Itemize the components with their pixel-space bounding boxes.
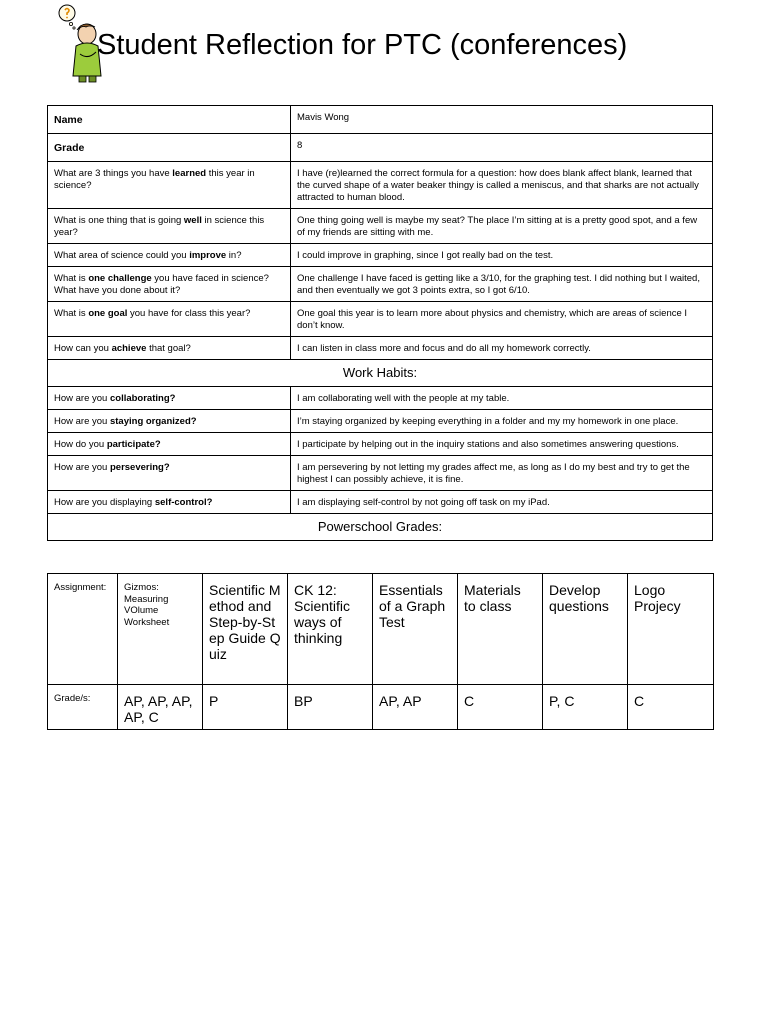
grade-cell: AP, AP xyxy=(373,685,458,730)
grade-values-label: Grade/s: xyxy=(48,685,118,730)
table-row xyxy=(48,491,713,514)
table-row xyxy=(48,387,713,410)
table-row xyxy=(48,162,713,209)
table-row xyxy=(48,267,713,302)
question-cell: How are you displaying self-control? xyxy=(48,491,291,514)
assignment-cell: Gizmos: Measuring VOlume Worksheet xyxy=(118,574,203,685)
assignment-label: Assignment: xyxy=(48,574,118,685)
assignment-cell: Develop questions xyxy=(543,574,628,685)
question-cell: What is one thing that is going well in science this year? xyxy=(48,209,291,244)
answer-cell: I could improve in graphing, since I got really bad on the test. xyxy=(291,244,713,267)
grade-cell: C xyxy=(628,685,714,730)
assignment-cell: Logo Projecy xyxy=(628,574,714,685)
reflection-table xyxy=(47,105,713,541)
grade-cell: C xyxy=(458,685,543,730)
assignment-cell: Materials to class xyxy=(458,574,543,685)
name-row xyxy=(48,106,713,134)
answer-cell: I participate by helping out in the inquiry stations and also sometimes answering questions. xyxy=(291,433,713,456)
question-cell: What area of science could you improve in? xyxy=(48,244,291,267)
grade-label: Grade xyxy=(48,134,291,162)
grade-row xyxy=(48,134,713,162)
table-row xyxy=(48,433,713,456)
question-cell: How can you achieve that goal? xyxy=(48,337,291,360)
work-habits-heading: Work Habits: xyxy=(48,360,713,387)
table-row xyxy=(48,337,713,360)
answer-cell: I can listen in class more and focus and do all my homework correctly. xyxy=(291,337,713,360)
grade-values-row xyxy=(48,685,714,730)
question-cell: What is one challenge you have faced in science? What have you done about it? xyxy=(48,267,291,302)
grade-value: 8 xyxy=(291,134,713,162)
answer-cell: I am collaborating well with the people at my table. xyxy=(291,387,713,410)
table-row xyxy=(48,456,713,491)
table-row xyxy=(48,302,713,337)
grade-cell: AP, AP, AP, AP, C xyxy=(118,685,203,730)
table-row xyxy=(48,410,713,433)
answer-cell: One challenge I have faced is getting like a 3/10, for the graphing test. I did nothing but I waited, and then eventually we got 3 points extra, so I got 6/10. xyxy=(291,267,713,302)
answer-cell: I am persevering by not letting my grades affect me, as long as I do my best and try to get the highest I can possibly achieve, it is fine. xyxy=(291,456,713,491)
table-row xyxy=(48,209,713,244)
assignment-cell: Scientific Method and Step-by-Step Guide Quiz xyxy=(203,574,288,685)
answer-cell: One goal this year is to learn more about physics and chemistry, which are areas of science I don’t know. xyxy=(291,302,713,337)
grade-cell: BP xyxy=(288,685,373,730)
work-habits-header-row xyxy=(48,360,713,387)
question-cell: What is one goal you have for class this year? xyxy=(48,302,291,337)
grades-table xyxy=(47,573,714,730)
name-label: Name xyxy=(48,106,291,134)
question-cell: What are 3 things you have learned this year in science? xyxy=(48,162,291,209)
powerschool-heading: Powerschool Grades: xyxy=(48,514,713,541)
table-row xyxy=(48,244,713,267)
question-cell: How are you collaborating? xyxy=(48,387,291,410)
question-cell: How are you staying organized? xyxy=(48,410,291,433)
name-value: Mavis Wong xyxy=(291,106,713,134)
assignment-cell: CK 12: Scientific ways of thinking xyxy=(288,574,373,685)
assignment-cell: Essentials of a Graph Test xyxy=(373,574,458,685)
question-cell: How do you participate? xyxy=(48,433,291,456)
answer-cell: I have (re)learned the correct formula for a question: how does blank affect blank, learned that the curved shape of a water beaker thingy is called a meniscus, and that sharks are not actually attracted to human blood. xyxy=(291,162,713,209)
grade-cell: P xyxy=(203,685,288,730)
page-title: Student Reflection for PTC (conferences) xyxy=(97,29,628,61)
answer-cell: I’m staying organized by keeping everything in a folder and my my homework in one place. xyxy=(291,410,713,433)
answer-cell: One thing going well is maybe my seat? The place I’m sitting at is a pretty good spot, and a few of my friends are sitting with me. xyxy=(291,209,713,244)
question-cell: How are you persevering? xyxy=(48,456,291,491)
grade-cell: P, C xyxy=(543,685,628,730)
answer-cell: I am displaying self-control by not going off task on my iPad. xyxy=(291,491,713,514)
grades-header-row xyxy=(48,514,713,541)
assignment-row xyxy=(48,574,714,685)
